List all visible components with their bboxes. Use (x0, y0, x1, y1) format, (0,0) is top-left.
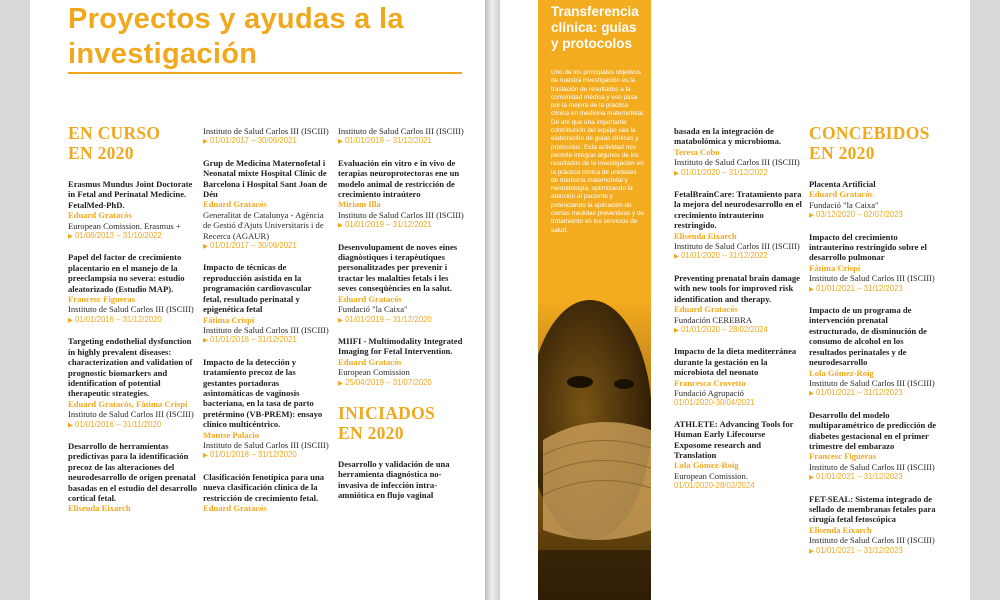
grant-researchers: Francesc Figueras (809, 451, 877, 462)
grant-funder: Fundació "la Caixa" (338, 304, 408, 315)
grant-researchers: Lola Gómez-Roig (674, 460, 739, 471)
grant-title: Desarrollo de herramientas predictivas para la identificación precoz de las alteraciones del neurodesarrollo de origen prenatal basadas en el estudio del desarrollo cortical fetal. (68, 440, 197, 503)
grant-title: Impacto de técnicas de reproducción asistida en la programación cardiovascular fetal, resultado perinatal y epigenética fetal (203, 262, 312, 315)
grant-funder: Fundació Agrupació (674, 387, 744, 398)
grant-dates: 01/01/2017 – 30/06/2021 (210, 136, 297, 146)
grant-researchers: Eduard Gratacós (809, 189, 873, 200)
grant-dates: 01/01/2020 – 31/12/2022 (681, 167, 768, 177)
grant-researchers: Fátima Crispi (203, 314, 255, 325)
section-heading-iniciados: INICIADOS EN 2020 (338, 402, 436, 443)
grant-dates: 01/01/2021 – 31/12/2023 (816, 388, 903, 398)
grant-title: Erasmus Mundus Joint Doctorate in Fetal and Perinatal Medicine. FetalMed-PhD. (68, 179, 193, 210)
sidebar-title: Transferencia clínica: guías y protocolos (551, 4, 639, 51)
grant-entry-continued (203, 126, 331, 148)
date-bullet-icon: ▶ (68, 233, 73, 241)
grant-title: Placenta Artificial (809, 179, 876, 189)
grant-researchers: Fátima Crispi (809, 262, 861, 273)
date-bullet-icon: ▶ (809, 474, 814, 482)
grant-funder: Instituto de Salud Carlos III (ISCIII) (203, 126, 329, 136)
grant-title: basada en la integración de matabolómica y microbioma. (674, 126, 782, 147)
date-bullet-icon: ▶ (338, 138, 343, 146)
grant-funder: Fundació "la Caixa" (809, 199, 879, 210)
grant-funder: Instituto de Salud Carlos III (ISCIII) (809, 377, 935, 388)
date-bullet-icon: ▶ (68, 421, 73, 429)
grant-title: Targeting endothelial dysfunction in highly prevalent diseases: characterization and validation of prognostic biomarkers and identification of potential therapeutic strategies. (68, 336, 193, 399)
grant-entry (338, 459, 466, 501)
grant-entry (674, 189, 804, 263)
grant-funder: Fundación CEREBRA (674, 314, 753, 325)
grant-title: Papel del factor de crecimiento placentario en el manejo de la preeclampsia no severa: estudio aleatorizado (Estudio MAP). (68, 252, 185, 294)
grant-entry (338, 158, 466, 232)
column-concebidos (809, 123, 937, 567)
grant-dates: 01/01/2021 – 31/12/2023 (816, 545, 903, 555)
date-bullet-icon: ▶ (338, 379, 343, 387)
grant-funder: European Comission (338, 367, 410, 378)
grant-entry (809, 179, 937, 222)
date-bullet-icon: ▶ (674, 253, 679, 261)
grant-funder: Instituto de Salud Carlos III (ISCIII) (338, 126, 464, 136)
grant-researchers: Eduard Gratacós (68, 210, 132, 221)
grant-title: Evaluación ein vitro e in vivo de terapias neuroprotectoras ene un modelo animal de restricción de crecimiento intraútero (338, 157, 460, 200)
grant-researchers: Lola Gómez-Roig (809, 367, 874, 378)
grant-researchers: Eduard Gratacós (203, 503, 267, 513)
date-bullet-icon: ▶ (809, 212, 814, 220)
grant-title: Desarrollo y validación de una herramienta diagnóstica no-invasiva de infección intra-amniótica en flujo vaginal (338, 458, 450, 501)
grant-entry (68, 179, 198, 242)
grant-entry (674, 346, 804, 408)
date-bullet-icon: ▶ (203, 138, 208, 146)
grant-dates: 01/01/2019 – 31/12/2021 (345, 220, 432, 230)
grant-funder: Instituto de Salud Carlos III (ISCIII) (809, 273, 935, 284)
grant-title: FET-SEAL: Sistema integrado de sellado de membranas fetales para cirugía fetal fetoscópica (809, 493, 936, 525)
grant-entry (203, 158, 331, 253)
date-bullet-icon: ▶ (203, 337, 208, 345)
grant-dates: 01/01/2019 – 31/12/2020 (345, 314, 432, 324)
date-bullet-icon: ▶ (809, 285, 814, 293)
grant-researchers: Eduard Gratacós (203, 199, 267, 210)
grant-funder: European Comission. (674, 470, 748, 481)
grant-funder: Instituto de Salud Carlos III (ISCIII) (674, 157, 800, 168)
grant-researchers: Teresa Cobo (674, 146, 720, 157)
grant-title: Impacto del crecimiento intrauterino restringido sobre el desarrollo pulmonar (809, 231, 927, 263)
date-bullet-icon: ▶ (338, 222, 343, 230)
date-bullet-icon: ▶ (674, 169, 679, 177)
date-bullet-icon: ▶ (338, 316, 343, 324)
grant-funder: Instituto de Salud Carlos III (ISCIII) (809, 535, 935, 546)
grant-title: MIIFI - Multimodality Integrated Imaging for Fetal Intervention. (338, 335, 463, 357)
grant-dates: 01/01/2020 – 28/02/2024 (681, 324, 768, 334)
date-bullet-icon: ▶ (674, 326, 679, 334)
grant-dates: 01/01/2016 – 31/11/2020 (75, 419, 162, 429)
grant-title: Preventing prenatal brain damage with new tools for improved risk identification and therapy. (674, 272, 800, 304)
grant-title: Clasificación fenotípica para una nueva clasificación clínica de la restricción de crecimiento fetal. (203, 471, 325, 503)
grant-entry (809, 232, 937, 295)
section-heading-en-curso: EN CURSO EN 2020 (68, 123, 161, 163)
grant-dates: 01/01/2021 – 31/12/2023 (816, 472, 903, 482)
grant-researchers: Eduard Gratacós (338, 293, 402, 304)
date-bullet-icon: ▶ (203, 243, 208, 251)
grant-entry (674, 273, 804, 336)
grant-funder: Instituto de Salud Carlos III (ISCIII) (809, 461, 935, 472)
grant-title: Impacto de la dieta mediterránea durante la gestación en la microbiota del neonato (674, 346, 797, 378)
date-bullet-icon: ▶ (203, 452, 208, 460)
grant-researchers: Francesc Figueras (68, 294, 136, 305)
grant-entry (809, 305, 937, 400)
grant-dates: 01/01/2017 – 30/06/2021 (210, 241, 297, 251)
grant-researchers: Montse Palacio (203, 429, 260, 440)
grant-funder: Instituto de Salud Carlos III (ISCIII) (68, 409, 194, 420)
grant-entry-continued (674, 126, 804, 179)
left-page (30, 0, 485, 600)
grant-entry (338, 242, 466, 326)
grant-entry (674, 419, 804, 492)
grant-title: FetalBrainCare: Tratamiento para la mejora del neurodesarrollo en el crecimiento intrauterino restringido. (674, 189, 802, 231)
grant-dates: 01/01/2019 – 31/12/2021 (345, 136, 432, 146)
grant-entry (809, 494, 937, 557)
column-en-curso (68, 123, 198, 524)
grant-title: Desarrollo del modelo multiparamétrico de predicción de diabetes gestacional en el primer trimestre del embarazo (809, 409, 937, 451)
book-gutter (485, 0, 500, 600)
grant-dates: 25/04/2019 – 31/07/2020 (345, 377, 432, 387)
grant-title: Impacto de un programa de intervención prenatal estructurado, de disminución de consumo de alcohol en los resultados perinatales y de neurodesarrollo (809, 305, 927, 368)
grant-entry (203, 262, 331, 346)
grant-title: ATHLETE: Advancing Tools for Human Early Lifecourse Exposome research and Translation (674, 418, 794, 460)
column-2 (203, 126, 331, 523)
grant-funder: Generalitat de Catalunya - Agència de Gestió d'Ajuts Universitaris i de Recerca (AGAUR) (203, 209, 324, 241)
grant-entry (68, 336, 198, 431)
grant-funder: European Comission. Erasmus + (68, 220, 181, 231)
grant-funder: Instituto de Salud Carlos III (ISCIII) (338, 209, 464, 220)
column-4 (674, 126, 804, 502)
grant-dates: 01/01/2021 – 31/12/2023 (816, 283, 903, 293)
grant-dates: 01/08/2013 – 31/10/2022 (75, 231, 162, 241)
right-page (500, 0, 970, 600)
portrait-photo (538, 300, 651, 600)
grant-entry (203, 472, 331, 514)
grant-entry-continued (338, 126, 466, 148)
grant-researchers: Elisenda Eixarch (68, 503, 131, 514)
grant-dates: 01/01/2018 – 31/12/2021 (210, 335, 297, 345)
grant-entry (68, 252, 198, 326)
grant-dates: 01/01/2020-28/02/2024 (674, 481, 755, 491)
grant-title: Impacto de la detección y tratamiento precoz de las gestantes portadoras asintomáticas de vaginosis bacteriana, en la tasa de parto pretérmino (VB-PREM): ensayo clínico multicéntrico. (203, 356, 323, 430)
grant-dates: 01/01/2018 – 31/12/2020 (210, 450, 297, 460)
grant-dates: 01/01/2020 – 31/12/2022 (681, 251, 768, 261)
grant-funder: Instituto de Salud Carlos III (ISCIII) (674, 241, 800, 252)
grant-dates: 03/12/2020 – 02/07/2023 (816, 210, 903, 220)
grant-researchers: Miriam Illa (338, 199, 381, 210)
page-title: Proyectos y ayudas a la investigación (68, 3, 404, 70)
date-bullet-icon: ▶ (809, 547, 814, 555)
sidebar-text: Uno de los principales objetivos de nuestra investigación es la traslación de resultados a la comunidad médica y eso pasa por la mejora de la práctica clínica en medicina maternofetal. De ahí que una importante contribución del equipo sea la elaboración de guías clínicas y protocolos. Esta actividad nos permite integrar algunos de los resultados de la investigación en la práctica clínica de unidades de medicina maternofetal y neonatología, optimizando la atención al paciente y potenciando la aplicación de ciertas medidas preventivas y de tratamiento en los servicios de salud. (551, 69, 645, 234)
grant-funder: Instituto de Salud Carlos III (ISCIII) (203, 324, 329, 335)
grant-researchers: Elisenda Eixarch (809, 524, 872, 535)
date-bullet-icon: ▶ (68, 316, 73, 324)
grant-researchers: Eduard Gratacós (338, 356, 402, 367)
grant-researchers: Elisenda Eixarch (674, 230, 737, 241)
transferencia-sidebar (538, 0, 651, 600)
grant-entry (809, 410, 937, 484)
title-divider (68, 72, 462, 74)
grant-funder: Instituto de Salud Carlos III (ISCIII) (68, 304, 194, 315)
grant-title: Desenvolupament de noves eines diagnòstiques i terapèutiques personalitzades per prevenir i tractar les malalties fetals i les seves conseqüències en la salut. (338, 241, 458, 294)
grant-entry (68, 441, 198, 514)
column-3 (338, 126, 466, 511)
grant-researchers: Francesca Crovetto (674, 377, 746, 388)
grant-researchers: Eduard Gratacós, Fátima Crispi (68, 398, 188, 409)
grant-title: Grup de Medicina Maternofetal i Neonatal mixte Hospital Clínic de Barcelona i Hospital Sant Joan de Déu (203, 157, 328, 200)
grant-entry (203, 357, 331, 462)
grant-entry (338, 336, 466, 389)
grant-dates: 01/01/2016 – 31/12/2020 (75, 314, 162, 324)
grant-dates: 01/01/2020-30/04/2021 (674, 398, 755, 408)
grant-researchers: Eduard Gratacós (674, 304, 738, 315)
grant-funder: Instituto de Salud Carlos III (ISCIII) (203, 439, 329, 450)
date-bullet-icon: ▶ (809, 390, 814, 398)
section-heading-concebidos: CONCEBIDOS EN 2020 (809, 123, 930, 163)
